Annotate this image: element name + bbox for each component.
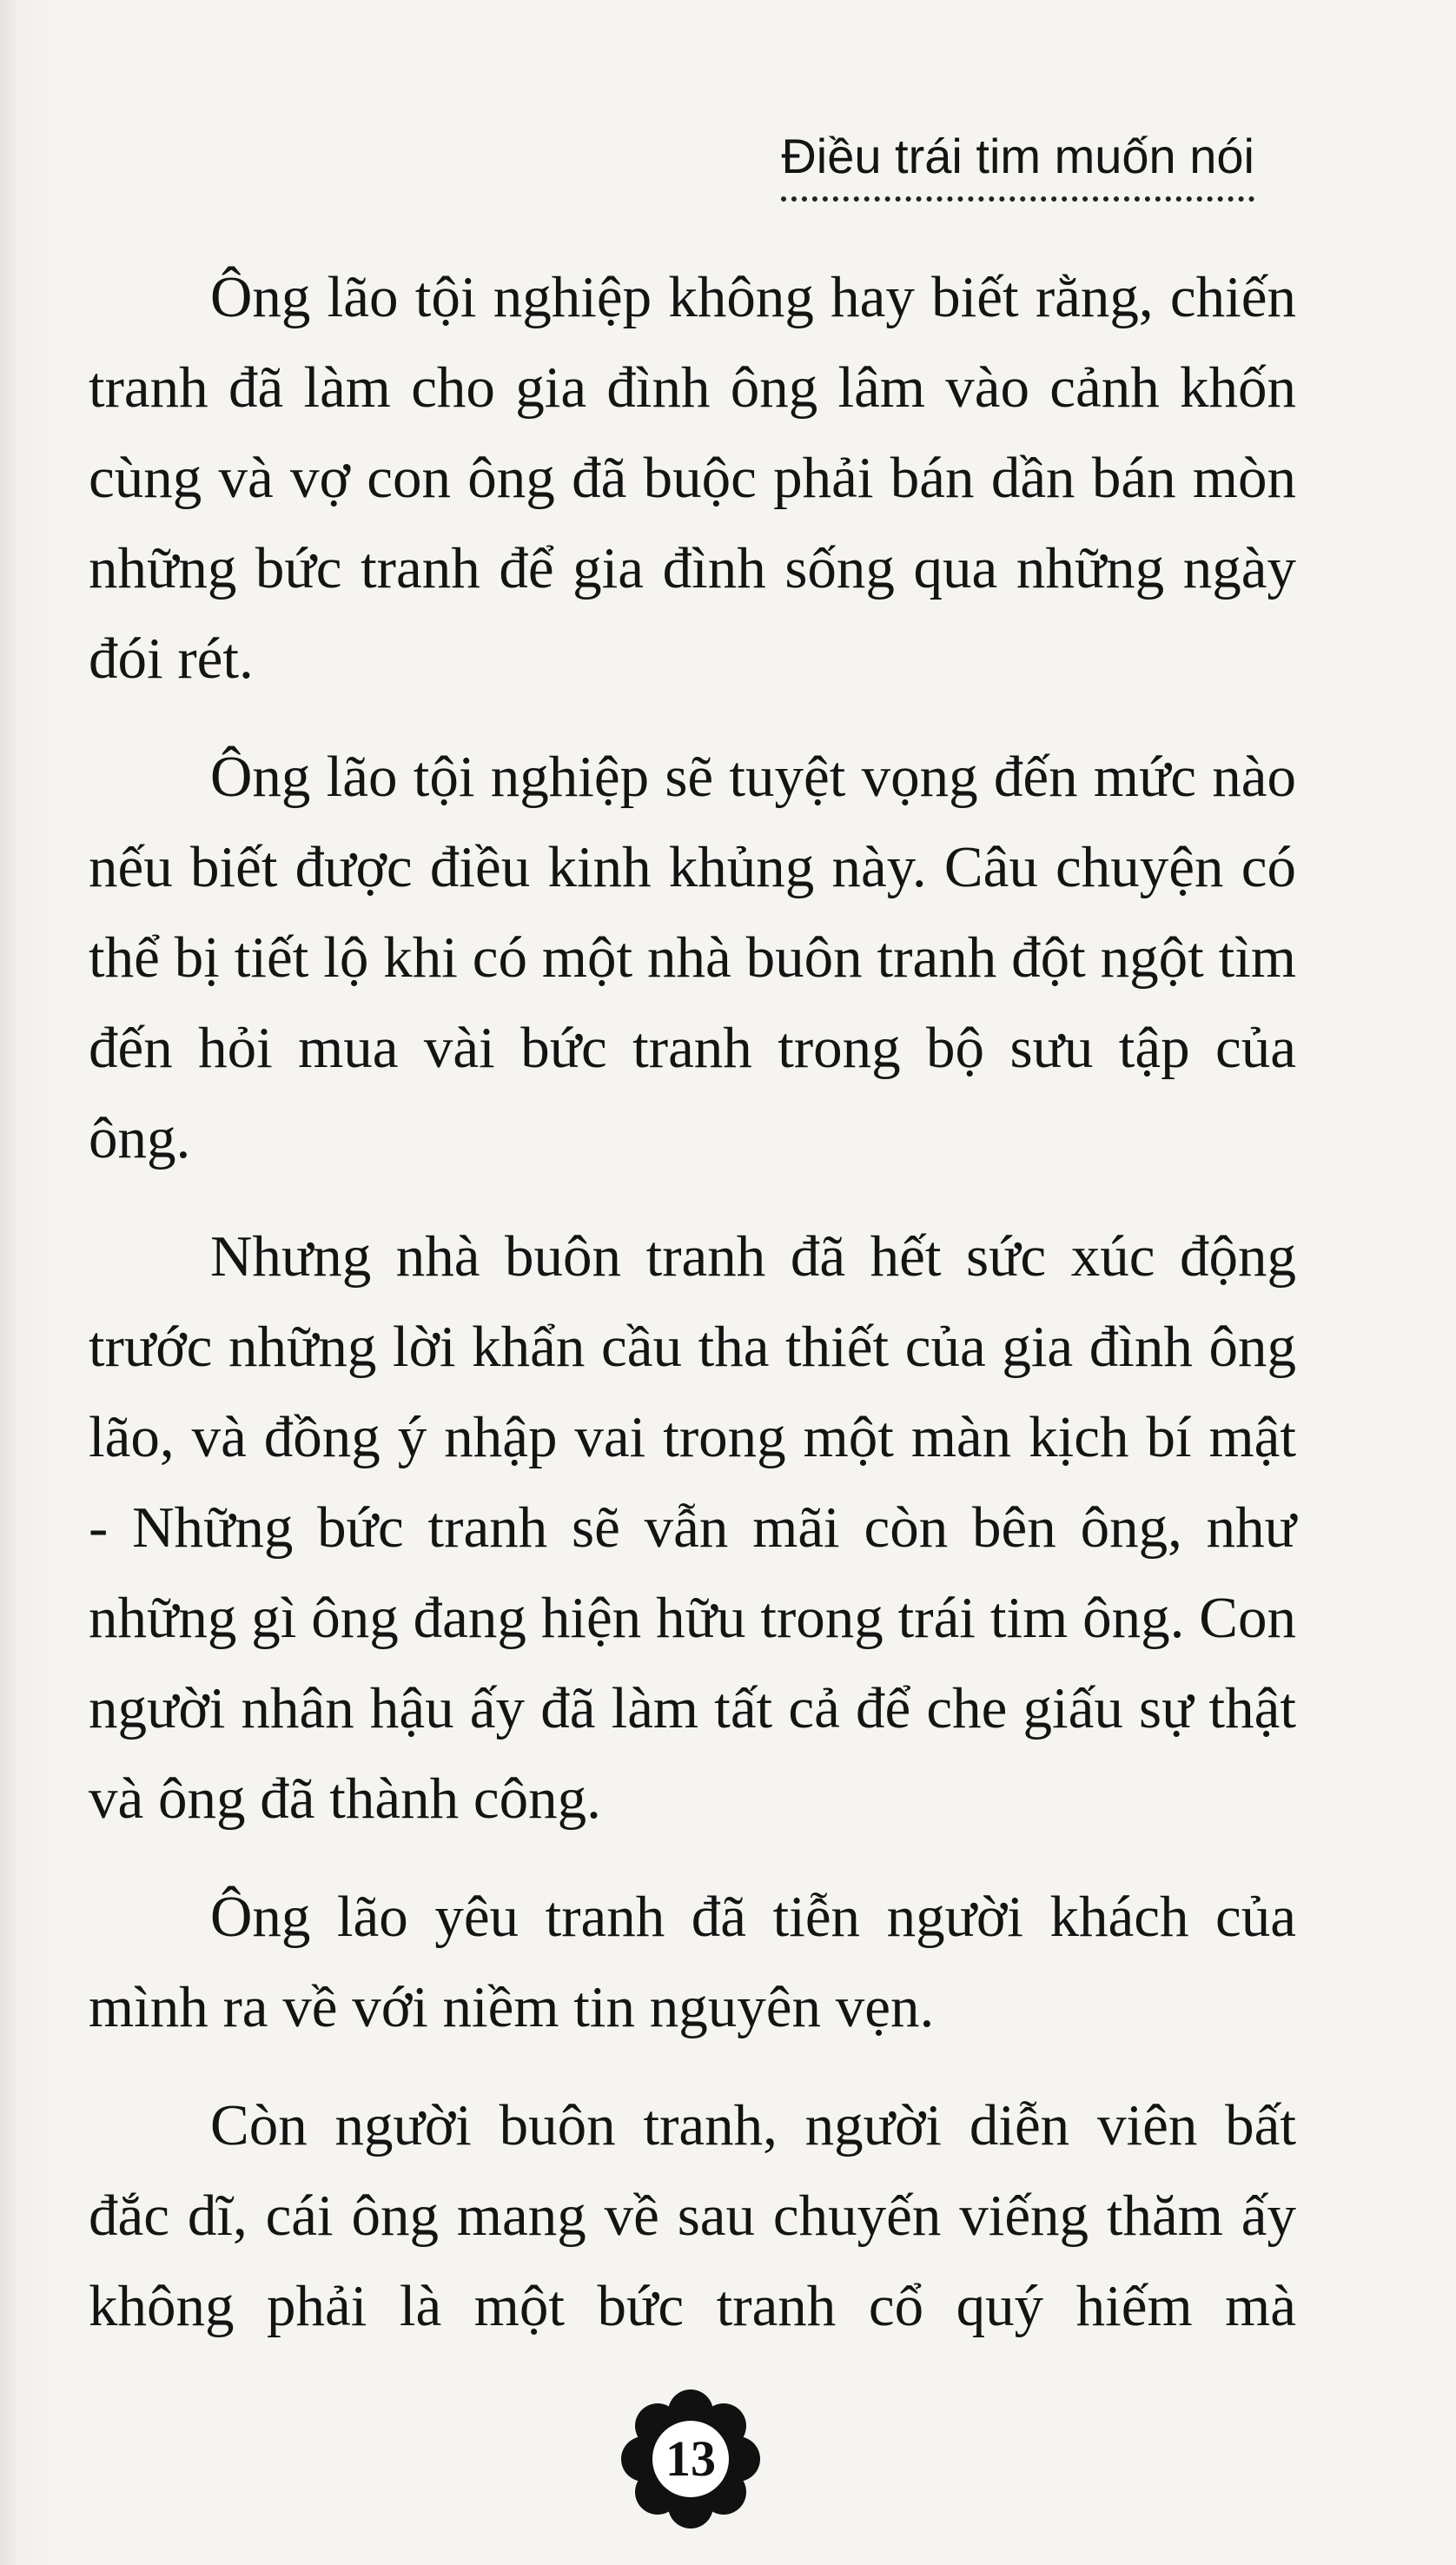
- paragraph-4: Ông lão yêu tranh đã tiễn người khách của mình ra về với niềm tin nguyên vẹn.: [89, 1885, 1296, 2039]
- page-number: 13: [665, 2430, 716, 2487]
- paragraph-5: Còn người buôn tranh, người diễn viên bất đắc dĩ, cái ông mang về sau chuyến viếng thăm ấy không phải là một bức tranh cổ quý hiếm mà: [89, 2093, 1296, 2338]
- paragraph-1: Ông lão tội nghiệp không hay biết rằng, chiến tranh đã làm cho gia đình ông lâm vào cảnh khốn cùng và vợ con ông đã buộc phải bán dần bán mòn những bức tranh để gia đình sống qua những ngày đói rét.: [89, 265, 1296, 691]
- paragraph-3: Nhưng nhà buôn tranh đã hết sức xúc động trước những lời khẩn cầu tha thiết của gia đình ông lão, và đồng ý nhập vai trong một màn kịch bí mật - Những bức tranh sẽ vẫn mãi còn bên ông, như những gì ông đang hiện hữu trong trái tim ông. Con người nhân hậu ấy đã làm tất cả để che giấu sự thật và ông đã thành công.: [89, 1224, 1296, 1831]
- body-text: [89, 252, 1296, 2351]
- page-number-badge: [612, 2381, 769, 2537]
- running-header: Điều trái tim muốn nói: [781, 122, 1254, 202]
- paragraph-2: Ông lão tội nghiệp sẽ tuyệt vọng đến mức nào nếu biết được điều kinh khủng này. Câu chuyện có thể bị tiết lộ khi có một nhà buôn tranh đột ngột tìm đến hỏi mua vài bức tranh trong bộ sưu tập của ông.: [89, 745, 1296, 1170]
